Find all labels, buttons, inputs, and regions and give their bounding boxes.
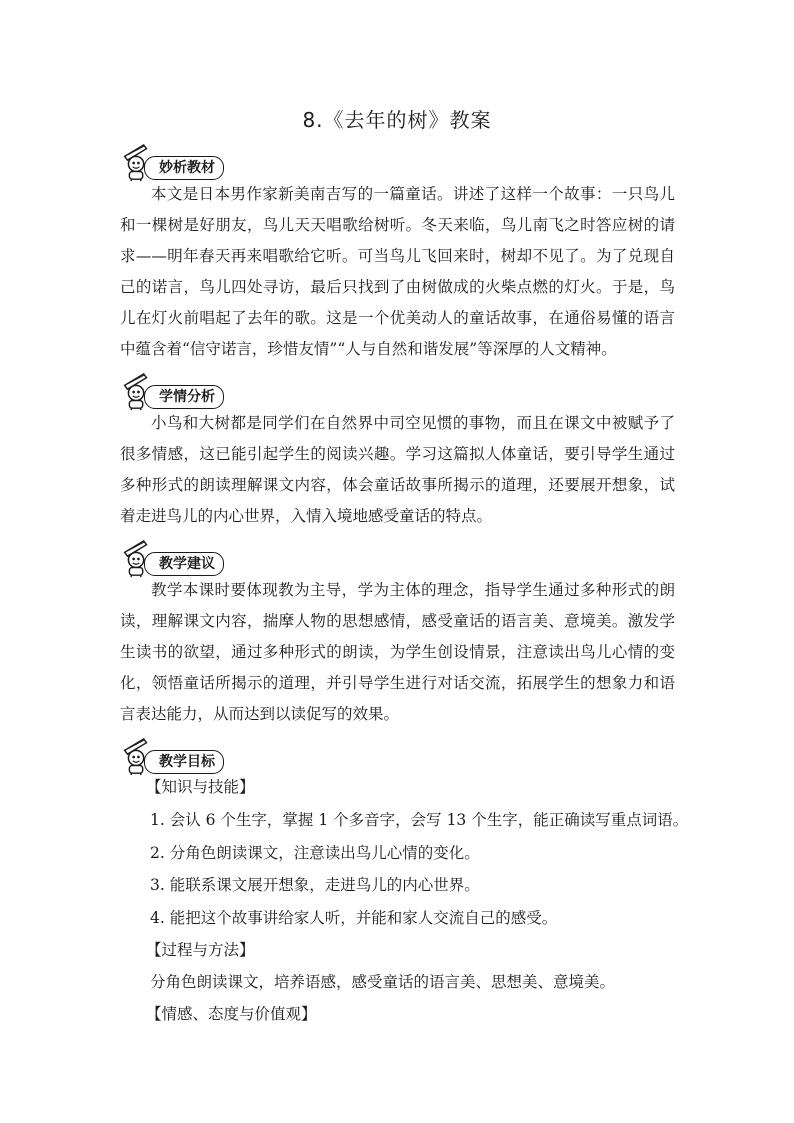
section-header-analysis xyxy=(120,143,260,183)
process-heading: 【过程与方法】 xyxy=(146,941,255,959)
pencil-mascot-icon xyxy=(120,737,154,777)
pencil-mascot-icon xyxy=(120,539,154,579)
pencil-mascot-icon xyxy=(120,143,154,183)
section-body: 小鸟和大树都是同学们在自然界中司空见惯的事物，而且在课文中被赋予了很多情感，这已能引起学生的阅读兴趣。学习这篇拟人体童话，要引导学生通过多种形式的朗读理解课文内容，体会童话故事所揭示的道理，还要展开想象，试着走进鸟儿的内心世界，入情入境地感受童话的特点。 xyxy=(120,414,675,525)
section-body: 教学本课时要体现教为主导，学为主体的理念，指导学生通过多种形式的朗读，理解课文内容，揣摩人物的思想感情，感受童话的语言美、意境美。激发学生读书的欲望，通过多种形式的朗读，为学生创设情景，注意读出鸟儿心情的变化，领悟童话所揭示的道理，并引导学生进行对话交流，拓展学生的想象力和语言表达能力，从而达到以读促写的效果。 xyxy=(120,581,675,723)
process-text: 分角色朗读课文，培养语感，感受童话的语言美、思想美、意境美。 xyxy=(150,973,616,991)
pencil-mascot-icon xyxy=(120,372,154,412)
section-label: 妙析教材 xyxy=(144,156,224,180)
objective-item: 3. 能联系课文展开想象，走进鸟儿的内心世界。 xyxy=(150,876,480,894)
section-body: 本文是日本男作家新美南吉写的一篇童话。讲述了这样一个故事：一只鸟儿和一棵树是好朋友，鸟儿天天唱歌给树听。冬天来临，鸟儿南飞之时答应树的请求——明年春天再来唱歌给它听。可当鸟儿飞回来时，树却不见了。为了兑现自己的诺言，鸟儿四处寻访，最后只找到了由树做成的火柴点燃的灯火。于是，鸟儿在灯火前唱起了去年的歌。这是一个优美动人的童话故事，在通俗易懂的语言中蕴含着“信守诺言，珍惜友情”“人与自然和谐发展”等深厚的人文精神。 xyxy=(120,185,675,358)
objective-item: 2. 分角色朗读课文，注意读出鸟儿心情的变化。 xyxy=(150,844,480,862)
section-header-student-analysis xyxy=(120,372,260,412)
section-header-teaching-suggestions xyxy=(120,539,260,579)
knowledge-heading: 【知识与技能】 xyxy=(146,778,255,796)
section-label: 学情分析 xyxy=(144,385,224,409)
section-label: 教学建议 xyxy=(144,552,224,576)
objective-item: 4. 能把这个故事讲给家人听，并能和家人交流自己的感受。 xyxy=(150,909,558,927)
page-title: 8.《去年的树》教案 xyxy=(302,108,492,132)
emotion-heading: 【情感、态度与价值观】 xyxy=(146,1005,317,1023)
objective-item: 1. 会认 6 个生字，掌握 1 个多音字，会写 13 个生字，能正确读写重点词语。 xyxy=(150,811,689,829)
section-header-teaching-objectives xyxy=(120,737,260,777)
section-label: 教学目标 xyxy=(144,750,224,774)
